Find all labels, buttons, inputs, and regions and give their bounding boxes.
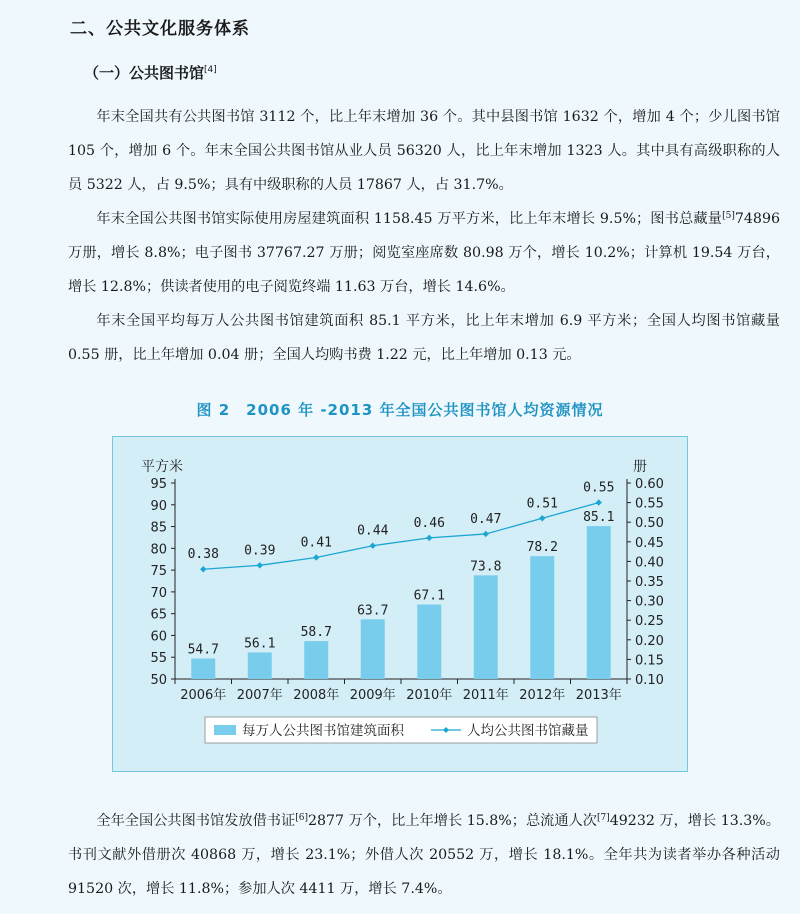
line-point-marker (539, 515, 545, 521)
right-axis-tick-label: 0.55 (635, 496, 664, 512)
line-data-label: 0.39 (244, 543, 276, 559)
subsection-title: （一）公共图书馆 (84, 64, 205, 82)
paragraph-3: 年末全国平均每万人公共图书馆建筑面积 85.1 平方米，比上年末增加 6.9 平方米；全国人均图书馆藏量 0.55 册，比上年增加 0.04 册；全国人均购书费 1.22 元，比上年增加 0.13 元。 (68, 313, 780, 363)
paragraph-2 (68, 202, 780, 304)
right-axis-tick-label: 0.25 (635, 614, 664, 630)
legend-line-label: 人均公共图书馆藏量 (467, 723, 589, 739)
left-axis-tick-label: 80 (150, 542, 167, 558)
right-axis-tick-label: 0.15 (635, 653, 664, 669)
paragraph-4 (68, 804, 780, 906)
right-axis-tick-label: 0.20 (635, 633, 664, 649)
bar-area-per-10k (474, 575, 498, 679)
bar-data-label: 56.1 (244, 636, 276, 652)
x-axis-tick-label: 2013年 (575, 688, 622, 703)
figure-title: 图 2 2006 年 -2013 年全国公共图书馆人均资源情况 (196, 401, 604, 419)
right-axis-tick-label: 0.10 (635, 673, 664, 688)
x-axis-tick-label: 2006年 (180, 688, 227, 703)
left-axis-tick-label: 60 (150, 629, 167, 645)
bar-area-per-10k (530, 556, 554, 679)
right-axis-tick-label: 0.40 (635, 555, 664, 571)
legend-bar-label: 每万人公共图书馆建筑面积 (242, 723, 404, 739)
bar-data-label: 54.7 (187, 642, 219, 658)
x-axis-tick-label: 2010年 (406, 688, 453, 703)
x-axis-tick-label: 2012年 (519, 688, 566, 703)
right-axis-label: 册 (633, 459, 647, 475)
left-axis-tick-label: 95 (150, 477, 167, 492)
line-point-marker (483, 531, 489, 537)
x-axis-tick-label: 2009年 (349, 688, 396, 703)
bar-area-per-10k (304, 641, 328, 679)
bar-data-label: 58.7 (300, 625, 332, 641)
footnote-ref: [7] (596, 813, 610, 823)
right-axis-tick-label: 0.30 (635, 594, 664, 610)
x-axis-tick-label: 2011年 (462, 688, 509, 703)
paragraph-4-part-2: 2877 万个，比上年增长 15.8%；总流通人次 (307, 813, 597, 829)
line-data-label: 0.51 (526, 496, 558, 512)
line-point-marker (257, 562, 263, 568)
right-axis-tick-label: 0.50 (635, 516, 664, 532)
line-data-label: 0.46 (413, 515, 445, 531)
bar-area-per-10k (417, 605, 441, 679)
left-axis-tick-label: 70 (150, 585, 167, 601)
bar-data-label: 85.1 (583, 510, 615, 526)
line-data-label: 0.44 (357, 523, 389, 539)
subsection-heading (84, 62, 217, 83)
left-axis-tick-label: 85 (150, 520, 167, 536)
bar-data-label: 67.1 (413, 588, 445, 604)
right-axis-tick-label: 0.60 (635, 477, 664, 492)
left-axis-tick-label: 50 (150, 673, 167, 688)
paragraph-2-part-1: 年末全国公共图书馆实际使用房屋建筑面积 1158.45 万平方米，比上年末增长 9.5%；图书总藏量 (96, 211, 723, 227)
right-axis-tick-label: 0.35 (635, 575, 664, 590)
legend-bar-swatch (214, 725, 236, 735)
combo-chart (113, 437, 689, 773)
left-axis-tick-label: 55 (150, 651, 167, 667)
line-point-marker (200, 566, 206, 572)
left-axis-label: 平方米 (141, 459, 183, 475)
footnote-ref: [5] (722, 211, 735, 221)
bar-area-per-10k (248, 652, 272, 679)
footnote-ref: [6] (295, 813, 308, 823)
paragraph-2-part-2: 74896 万册，增长 8.8%；电子图书 37767.27 万册；阅览室座席数 80.98 万个，增长 10.2%；计算机 19.54 万台，增长 12.8%；供读者使用的电子阅览终端 11.63 万台，增长 14.6%。 (68, 211, 780, 295)
bar-area-per-10k (191, 659, 215, 679)
paragraph-4-part-3: 49232 万，增长 13.3%。书刊文献外借册次 40868 万，增长 23.1%；外借人次 20552 万，增长 18.1%。全年共为读者举办各种活动 91520 次，增长 11.8%；参加人次 4411 万，增长 7.4%。 (68, 813, 780, 897)
line-point-marker (426, 535, 432, 541)
x-axis-tick-label: 2007年 (236, 688, 283, 703)
left-axis-tick-label: 65 (150, 607, 167, 623)
section-heading: 二、公共文化服务体系 (70, 19, 250, 39)
paragraph-4-part-1: 全年全国公共图书馆发放借书证 (96, 813, 296, 829)
paragraph-1: 年末全国共有公共图书馆 3112 个，比上年末增加 36 个。其中县图书馆 1632 个，增加 4 个；少儿图书馆 105 个，增加 6 个。年末全国公共图书馆从业人员 56320 人，比上年末增加 1323 人。其中具有高级职称的人员 5322 人，占 9.5%；具有中级职称的人员 17867 人，占 31.7%。 (68, 109, 780, 193)
line-data-label: 0.55 (583, 480, 615, 496)
bar-data-label: 63.7 (357, 603, 389, 619)
left-axis-tick-label: 75 (150, 564, 167, 580)
bar-area-per-10k (361, 619, 385, 679)
x-axis-tick-label: 2008年 (293, 688, 340, 703)
bar-data-label: 78.2 (526, 540, 558, 556)
line-data-label: 0.47 (470, 511, 502, 527)
chart-panel (112, 436, 688, 772)
line-point-marker (370, 543, 376, 549)
right-axis-tick-label: 0.45 (635, 535, 664, 551)
line-point-marker (596, 499, 602, 505)
line-data-label: 0.38 (187, 547, 219, 563)
bar-area-per-10k (587, 526, 611, 679)
left-axis-tick-label: 90 (150, 498, 167, 514)
bar-data-label: 73.8 (470, 559, 502, 575)
line-data-label: 0.41 (300, 535, 332, 551)
footnote-ref: [4] (204, 65, 217, 75)
line-point-marker (313, 554, 319, 560)
